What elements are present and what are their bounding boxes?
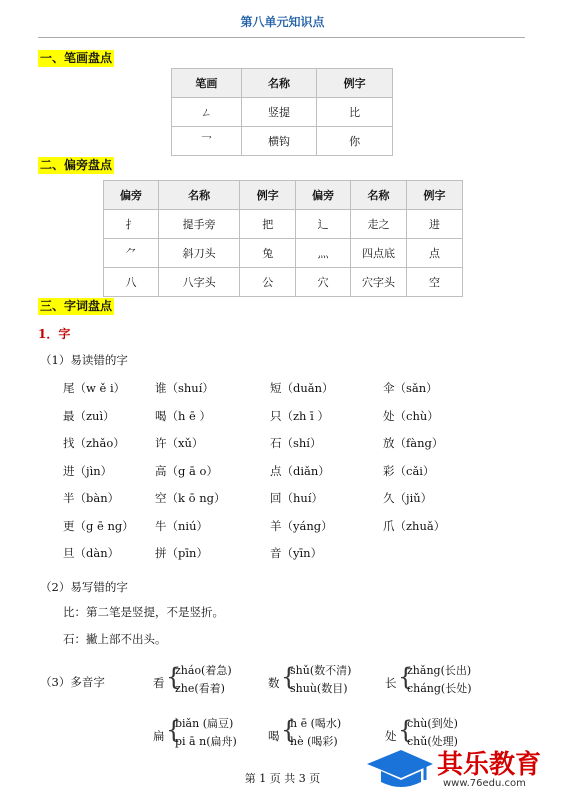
polyphone-char: 处 — [385, 729, 397, 743]
polyphone-char: 扁 — [153, 729, 165, 743]
header-cell: 例字 — [317, 69, 393, 98]
table-cell: 穴 — [296, 268, 351, 297]
section2-title: 二、偏旁盘点 — [40, 158, 113, 172]
part3-title: （3）多音字 — [40, 675, 105, 689]
table-cell: 穴字头 — [351, 268, 407, 297]
header-cell: 笔画 — [172, 69, 242, 98]
section3-title: 三、字词盘点 — [40, 299, 113, 313]
polyphone-reading: zhe(看着) — [175, 682, 225, 695]
polyphone-char: 长 — [385, 676, 397, 690]
table-cell: 斜刀头 — [158, 239, 239, 268]
brace-mark: { — [398, 663, 414, 691]
table-cell: ⺈ — [104, 239, 159, 268]
brace-mark: { — [166, 716, 182, 744]
logo-url: www.76edu.com — [443, 778, 526, 789]
graduation-cap-icon — [365, 744, 435, 792]
table-cell: 把 — [240, 210, 296, 239]
reading-item: 处（chù） — [383, 408, 439, 423]
table-row — [104, 210, 463, 239]
part1-title: （1）易读错的字 — [40, 353, 128, 367]
table-cell: 进 — [407, 210, 463, 239]
header-cell: 例字 — [240, 181, 296, 210]
table-row — [172, 127, 393, 156]
page-footer: 第 1 页 共 3 页 — [244, 772, 321, 785]
header-cell: 例字 — [407, 181, 463, 210]
reading-item: 放（fàng） — [383, 436, 444, 450]
reading-item: 短（duǎn） — [270, 381, 334, 395]
reading-item: 点（diǎn） — [270, 463, 330, 478]
reading-item: 许（xǔ） — [155, 436, 204, 450]
table-cell: 灬 — [296, 239, 351, 268]
reading-item: 空（k ō ng） — [155, 491, 226, 505]
reading-item: 石（shí） — [270, 436, 322, 450]
table-row — [172, 98, 393, 127]
reading-item: 最（zuì） — [63, 408, 115, 423]
reading-item: 羊（yáng） — [270, 518, 333, 533]
table-cell: 八 — [104, 268, 159, 297]
reading-item: 谁（shuí） — [155, 381, 214, 395]
polyphone-reading: chǔ(处理) — [407, 735, 458, 748]
reading-item: 拼（pīn） — [155, 546, 208, 560]
table-cell: 兔 — [240, 239, 296, 268]
title-divider — [38, 37, 525, 38]
reading-item: 久（jiǔ） — [383, 491, 433, 505]
reading-item: 旦（dàn） — [63, 546, 120, 560]
table-cell: 八字头 — [158, 268, 239, 297]
reading-item: 半（bàn） — [63, 491, 120, 505]
reading-item: 找（zhǎo） — [63, 436, 125, 450]
polyphone-reading: biǎn (扁豆) — [175, 717, 234, 730]
polyphone-reading: cháng(长处) — [407, 682, 472, 695]
brand-logo — [365, 742, 565, 800]
page-title: 第八单元知识点 — [240, 15, 325, 29]
reading-item: 回（huí） — [270, 491, 323, 505]
polyphone-reading: zhǎng(长出) — [407, 664, 472, 677]
table-cell: 提手旁 — [158, 210, 239, 239]
table-row — [104, 268, 463, 297]
table-cell: 走之 — [351, 210, 407, 239]
polyphone-reading: shuù(数目) — [290, 682, 348, 695]
brace-mark: { — [281, 663, 297, 691]
table-cell: 扌 — [104, 210, 159, 239]
polyphone-char: 看 — [153, 676, 165, 690]
reading-item: 进（jìn） — [63, 463, 113, 478]
stroke-table — [171, 68, 393, 156]
reading-item: 只（zh ī ） — [270, 408, 329, 423]
brace-mark: { — [398, 716, 414, 744]
table-cell: 你 — [317, 127, 393, 156]
writing-note: 比：第二笔是竖提，不是竖折。 — [63, 605, 224, 619]
radical-table — [103, 180, 463, 297]
reading-item: 牛（niú） — [155, 518, 208, 533]
table-cell: 竖提 — [241, 98, 317, 127]
logo-name: 其乐教育 — [437, 750, 542, 780]
reading-item: 尾（w ě i） — [63, 381, 126, 395]
header-cell: 名称 — [241, 69, 317, 98]
table-cell: 空 — [407, 268, 463, 297]
table-cell: 横钩 — [241, 127, 317, 156]
header-cell: 名称 — [351, 181, 407, 210]
table-cell: ㄥ — [172, 98, 242, 127]
table-row — [104, 239, 463, 268]
polyphone-reading: zháo(着急) — [175, 664, 232, 677]
subsection-title: 1．字 — [38, 327, 71, 341]
reading-item: 彩（cǎi） — [383, 463, 435, 478]
table-cell: 辶 — [296, 210, 351, 239]
brace-mark: { — [166, 663, 182, 691]
table-cell: 比 — [317, 98, 393, 127]
reading-item: 音（yīn） — [270, 546, 323, 560]
polyphone-reading: shǔ(数不清) — [290, 664, 352, 677]
polyphone-reading: chù(到处) — [407, 717, 458, 730]
writing-note: 石：撇上部不出头。 — [63, 632, 167, 646]
polyphone-reading: pi ā n(扁舟) — [175, 735, 237, 748]
reading-item: 喝（h ē ） — [155, 408, 212, 423]
reading-item: 高（g ā o） — [155, 463, 218, 478]
header-cell: 偏旁 — [296, 181, 351, 210]
section1-title: 一、笔画盘点 — [40, 51, 113, 65]
table-cell: 四点底 — [351, 239, 407, 268]
reading-item: 更（g ē ng） — [63, 518, 134, 533]
polyphone-reading: hè (喝彩) — [290, 735, 338, 748]
brace-mark: { — [281, 716, 297, 744]
polyphone-char: 数 — [268, 676, 280, 690]
polyphone-char: 喝 — [268, 729, 280, 743]
header-cell: 名称 — [158, 181, 239, 210]
header-cell: 偏旁 — [104, 181, 159, 210]
part2-title: （2）易写错的字 — [40, 580, 128, 594]
table-cell: 乛 — [172, 127, 242, 156]
reading-item: 爪（zhuǎ） — [383, 518, 446, 533]
polyphone-reading: h ē (喝水) — [290, 717, 342, 730]
reading-item: 伞（sǎn） — [383, 381, 438, 395]
table-cell: 点 — [407, 239, 463, 268]
table-cell: 公 — [240, 268, 296, 297]
